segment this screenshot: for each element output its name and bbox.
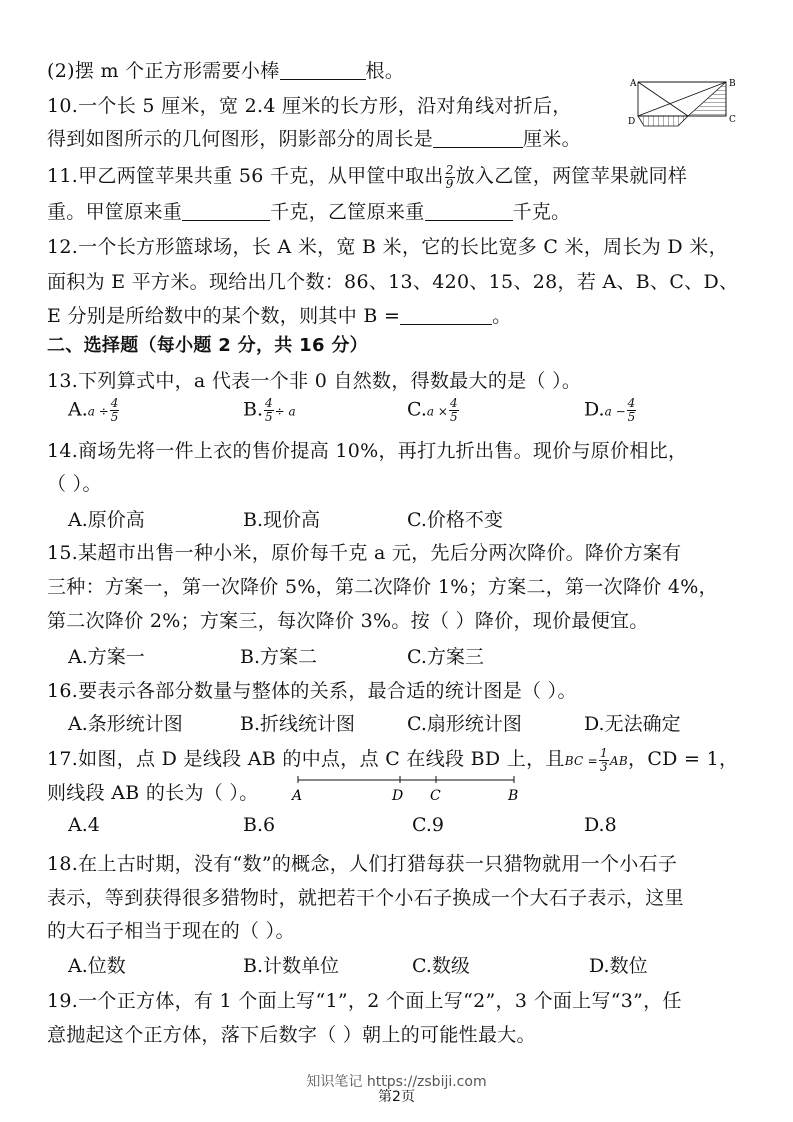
q15-option-b[interactable]: B.方案二 (240, 646, 318, 668)
q17-option-c[interactable]: C.9 (412, 814, 444, 836)
q11-line2: 重。甲筐原来重 千克，乙筐原来重 千克。 (47, 201, 571, 223)
q14-line2: （ ）。 (47, 473, 102, 495)
q13-stem: 13.下列算式中，a 代表一个非 0 自然数，得数最大的是（ ）。 (47, 370, 582, 392)
q11-line1: 11.甲乙两筐苹果共重 56 千克，从甲筐中取出 $\frac{2}{9}$ 放入乙筐，两筐苹果就同样 (47, 162, 688, 191)
q15-option-c[interactable]: C.方案三 (407, 646, 484, 668)
q15-line1: 15.某超市出售一种小米，原价每千克 a 元，先后分两次降价。降价方案有 (47, 542, 682, 564)
answer-blank[interactable] (433, 129, 523, 148)
folded-rectangle-figure (628, 74, 746, 130)
label-b: B (729, 79, 736, 89)
q12-line3: E 分别是所给数中的某个数，则其中 B = 。 (47, 305, 512, 327)
label-d: D (628, 117, 636, 127)
label-c: C (729, 115, 736, 125)
point-d-label: D (392, 788, 404, 804)
q19-line1: 19.一个正方体，有 1 个面上写“1”，2 个面上写“2”，3 个面上写“3”，任 (47, 990, 682, 1012)
q13-option-c[interactable]: C.a × $\frac{4}{5}$ (407, 396, 458, 424)
q19-line2: 意抛起这个正方体，落下后数字（ ）朝上的可能性最大。 (47, 1024, 536, 1046)
q16-option-a[interactable]: A.条形统计图 (68, 713, 183, 735)
label-a: A (630, 79, 637, 89)
q13-option-b[interactable]: B. $\frac{4}{5}$ ÷ a (243, 396, 296, 424)
q17-line2: 则线段 AB 的长为（ ）。 (47, 782, 259, 804)
shaded-region-left (638, 116, 688, 126)
q12-line1: 12.一个长方形篮球场，长 A 米，宽 B 米，它的长比宽多 C 米，周长为 D 米， (47, 236, 728, 258)
q14-option-c[interactable]: C.价格不变 (407, 509, 503, 531)
q16-stem: 16.要表示各部分数量与整体的关系，最合适的统计图是（ ）。 (47, 680, 577, 702)
point-c-label: C (430, 788, 441, 804)
line-segment-figure (288, 772, 520, 804)
answer-blank[interactable] (400, 306, 492, 325)
q18-option-a[interactable]: A.位数 (68, 955, 126, 977)
watermark: 知识笔记 https://zsbiji.com (306, 1074, 487, 1090)
q13-option-a[interactable]: A.a ÷ $\frac{4}{5}$ (68, 396, 119, 424)
q16-option-c[interactable]: C.扇形统计图 (407, 713, 522, 735)
q10-line2: 得到如图所示的几何图形，阴影部分的周长是 厘米。 (47, 128, 581, 150)
q12-line2: 面积为 E 平方米。现给出几个数：86、13、420、15、28，若 A、B、C、D、 (47, 271, 739, 293)
q9-part2: (2)摆 m 个正方形需要小棒 根。 (47, 60, 405, 82)
section-heading: 二、选择题（每小题 2 分，共 16 分） (47, 335, 368, 356)
answer-blank[interactable] (182, 202, 270, 221)
q15-line2: 三种：方案一，第一次降价 5%，第二次降价 1%；方案二，第一次降价 4%， (47, 576, 718, 598)
q14-option-b[interactable]: B.现价高 (243, 509, 321, 531)
q17-line1: 17.如图，点 D 是线段 AB 的中点，点 C 在线段 BD 上，且BC = $\frac{1}{3}$ AB，CD = 1， (47, 745, 739, 774)
answer-blank[interactable] (425, 202, 513, 221)
q18-line2: 表示，等到获得很多猎物时，就把若干个小石子换成一个大石子表示，这里 (47, 887, 684, 909)
q15-line3: 第二次降价 2%；方案三，每次降价 3%。按（ ）降价，现价最便宜。 (47, 610, 649, 632)
q15-option-a[interactable]: A.方案一 (68, 646, 145, 668)
q18-line3: 的大石子相当于现在的（ ）。 (47, 920, 295, 942)
q18-option-b[interactable]: B.计数单位 (243, 955, 340, 977)
q17-option-a[interactable]: A.4 (68, 814, 100, 836)
q13-option-d[interactable]: D.a − $\frac{4}{5}$ (584, 396, 636, 424)
point-a-label: A (292, 788, 303, 804)
page-number: 第2页 (378, 1089, 415, 1105)
q17-option-d[interactable]: D.8 (584, 814, 617, 836)
q10-line1: 10.一个长 5 厘米，宽 2.4 厘米的长方形，沿对角线对折后， (47, 95, 572, 117)
fraction: $\frac{2}{9}$ (445, 162, 454, 191)
shaded-region-right (688, 82, 726, 116)
q18-line1: 18.在上古时期，没有“数”的概念，人们打猎每获一只猎物就用一个小石子 (47, 853, 678, 875)
q18-option-d[interactable]: D.数位 (589, 955, 648, 977)
point-b-label: B (508, 788, 519, 804)
answer-blank[interactable] (280, 61, 366, 80)
q16-option-d[interactable]: D.无法确定 (584, 713, 681, 735)
q17-option-b[interactable]: B.6 (243, 814, 276, 836)
q14-line1: 14.商场先将一件上衣的售价提高 10%，再打九折出售。现价与原价相比， (47, 440, 688, 462)
q18-option-c[interactable]: C.数级 (412, 955, 470, 977)
q14-option-a[interactable]: A.原价高 (68, 509, 145, 531)
q16-option-b[interactable]: B.折线统计图 (240, 713, 356, 735)
